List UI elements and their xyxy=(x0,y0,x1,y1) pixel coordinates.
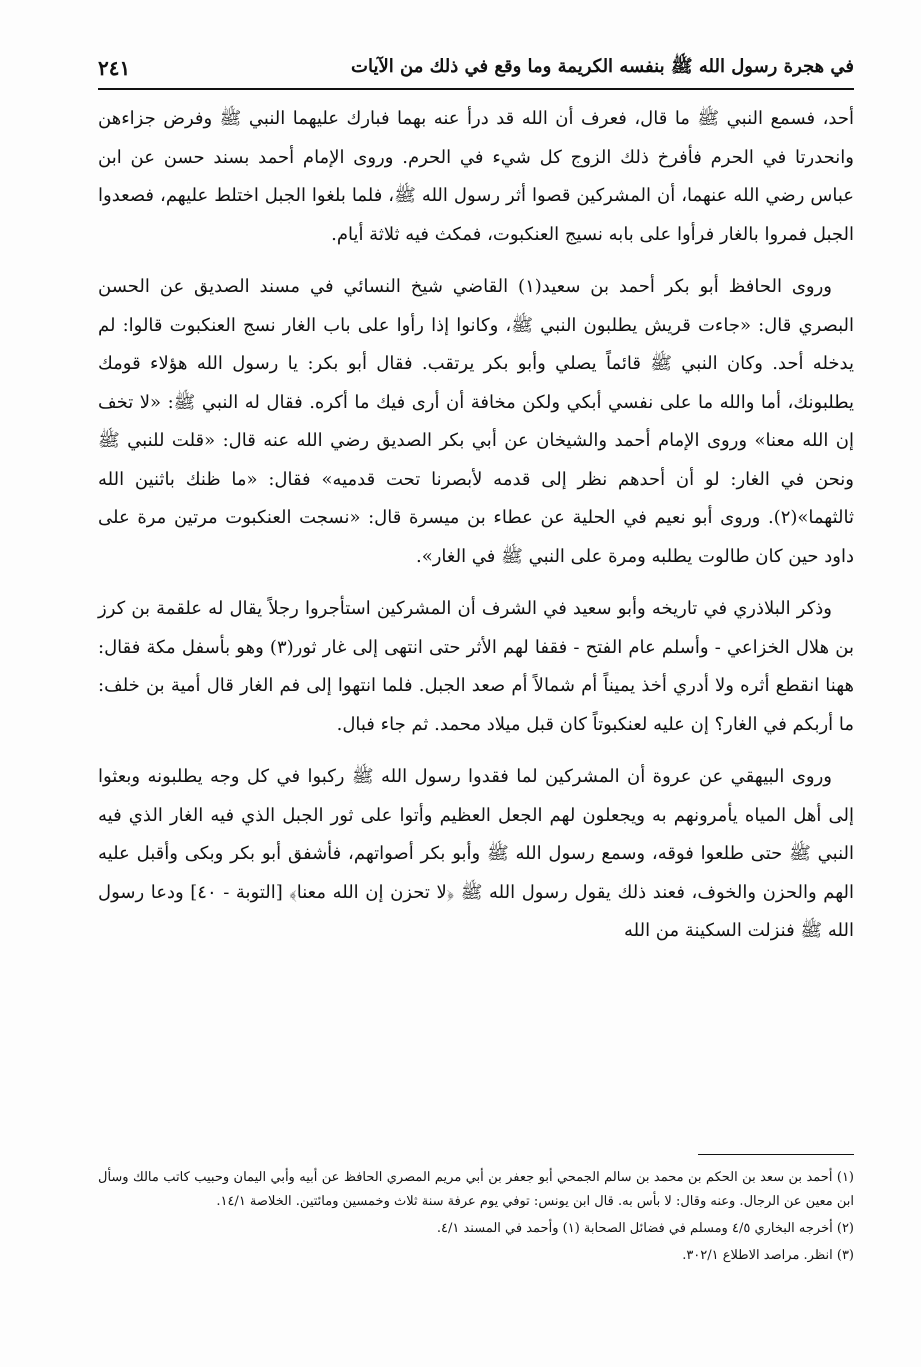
page-header xyxy=(98,48,854,90)
running-title: في هجرة رسول الله ﷺ بنفسه الكريمة وما وقع في ذلك من الآيات xyxy=(351,56,854,77)
paragraph: وروى الحافظ أبو بكر أحمد بن سعيد(١) القاضي شيخ النسائي في مسند الصديق عن الحسن البصري قال: «جاءت قريش يطلبون النبي ﷺ، وكانوا إذا رأوا على باب الغار نسج العنكبوت قالوا: لم يدخله أحد. وكان النبي ﷺ قائماً يصلي وأبو بكر يرتقب. فقال أبو بكر: يا رسول الله هؤلاء قومك يطلبونك، أما والله ما على نفسي أبكي ولكن مخافة أن أرى فيك ما أكره. فقال له النبي ﷺ: «لا تخف إن الله معنا» وروى الإمام أحمد والشيخان عن أبي بكر الصديق رضي الله عنه قال: «قلت للنبي ﷺ ونحن في الغار: لو أن أحدهم نظر إلى قدمه لأبصرنا تحت قدميه» فقال: «ما ظنك باثنين الله ثالثهما»(٢). وروى أبو نعيم في الحلية عن عطاء بن ميسرة قال: «نسجت العنكبوت مرتين مرة على داود حين كان طالوت يطلبه ومرة على النبي ﷺ في الغار». xyxy=(98,276,854,567)
paragraph: وذكر البلاذري في تاريخه وأبو سعيد في الشرف أن المشركين استأجروا رجلاً يقال له علقمة بن كرز بن هلال الخزاعي - وأسلم عام الفتح - فقفا لهم الأثر حتى انتهى إلى غار ثور(٣) وهو بأسفل مكة فقال: ههنا انقطع أثره ولا أدري أخذ يميناً أم شمالاً أم صعد الجبل. فلما انتهوا إلى فم الغار قال أمية بن خلف: ما أربكم في الغار؟ إن عليه لعنكبوتاً كان قبل ميلاد محمد. ثم جاء فبال. xyxy=(98,598,854,735)
footnote-separator xyxy=(698,1154,854,1155)
paragraph: أحد، فسمع النبي ﷺ ما قال، فعرف أن الله قد درأ عنه بهما فبارك عليهما النبي ﷺ وفرض جزاءهن وانحدرتا في الحرم فأفرخ ذلك الزوج كل شيء في الحرم. وروى الإمام أحمد بسند حسن عن ابن عباس رضي الله عنهما، أن المشركين قصوا أثر رسول الله ﷺ، فلما بلغوا الجبل اختلط عليهم، فصعدوا الجبل فمروا بالغار فرأوا على بابه نسيج العنكبوت، فمكث فيه ثلاثة أيام. xyxy=(98,108,854,245)
page-number: ٢٤١ xyxy=(98,56,131,80)
footnote: (٣) انظر. مراصد الاطلاع ٣٠٢/١. xyxy=(682,1248,854,1263)
footnote: (٢) أخرجه البخاري ٤/٥ ومسلم في فضائل الصحابة (١) وأحمد في المسند ٤/١. xyxy=(436,1221,854,1236)
footnote: (١) أحمد بن سعد بن الحكم بن محمد بن سالم الجمحي أبو جعفر بن أبي مريم المصري الحافظ عن أبيه وأبي اليمان وحبيب كاتب مالك وسأل ابن معين عن الرجال. وعنه وقال: لا بأس به. قال ابن يونس: توفي يوم عرفة سنة ثلاث وخمسين ومائتين. الخلاصة ١٤/١. xyxy=(98,1170,854,1209)
paragraph: وروى البيهقي عن عروة أن المشركين لما فقدوا رسول الله ﷺ ركبوا في كل وجه يطلبونه وبعثوا إلى أهل المياه يأمرونهم به ويجعلون لهم الجعل العظيم وأتوا على ثور الجبل الذي فيه الغار الذي فيه النبي ﷺ حتى طلعوا فوقه، وسمع رسول الله ﷺ وأبو بكر أصواتهم، فأشفق أبو بكر وبكى وأقبل عليه الهم والحزن والخوف، فعند ذلك يقول رسول الله ﷺ ﴿لا تحزن إن الله معنا﴾ [التوبة - ٤٠] ودعا رسول الله ﷺ فنزلت السكينة من الله xyxy=(98,766,854,941)
main-text xyxy=(98,100,854,965)
footnotes xyxy=(98,1166,854,1271)
